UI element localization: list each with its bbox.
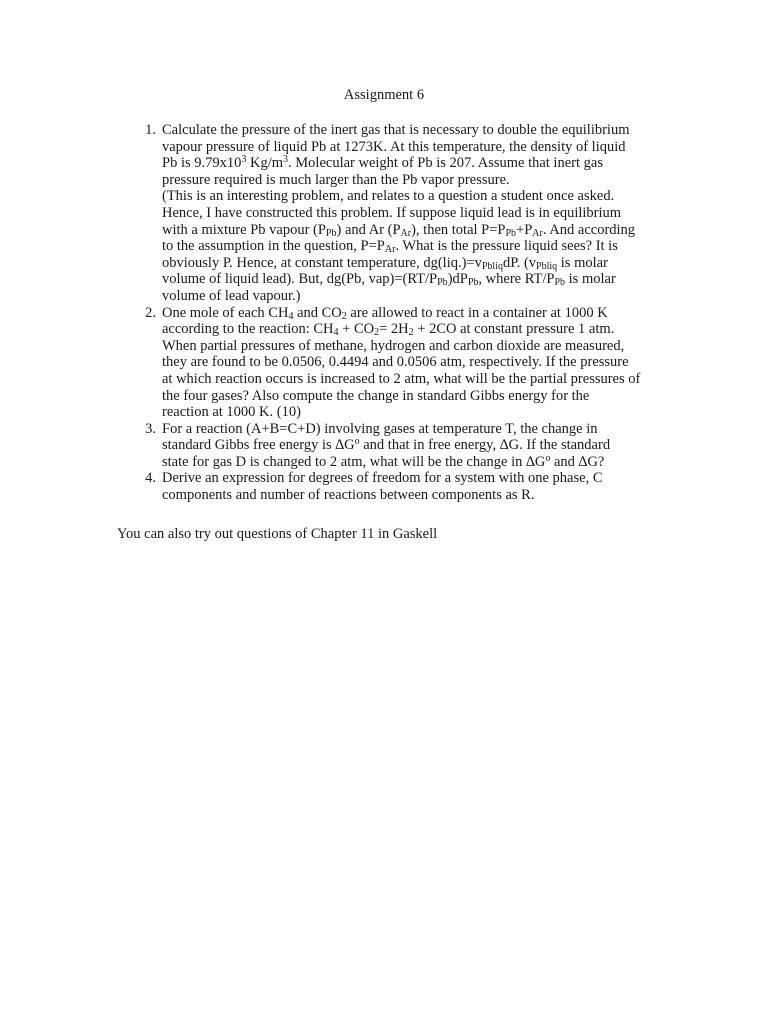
question-list — [145, 122, 682, 504]
question-text-line: Derive an expression for degrees of freedom for a system with one phase, C — [162, 470, 603, 487]
question-number: 4. — [145, 470, 156, 487]
question-text-line: according to the reaction: $CH_4 + CO_2= 2H_2 + 2CO$ at constant pressure 1 atm. — [162, 321, 615, 339]
question-text-line: standard Gibbs free energy is $\Delta G^o$ and that in free energy, ∆G. If the standard — [162, 436, 611, 454]
question-text-line: reaction at 1000 K. (10) — [162, 404, 301, 421]
question-text-line: state for gas D is changed to 2 atm, what will be the change in $\Delta G^o$ and ∆G? — [162, 452, 605, 470]
question-text-line: the four gases? Also compute the change in standard Gibbs energy for the — [162, 387, 590, 404]
question-number: 1. — [145, 122, 156, 138]
question-text-line: (This is an interesting problem, and relates to a question a student once asked. — [162, 188, 615, 205]
footer-note: You can also try out questions of Chapter 11 in Gaskell — [117, 526, 438, 542]
question-text-line: One mole of each $CH_4$ and $CO_2$ are allowed to react in a container at 1000 K — [162, 304, 608, 322]
question-text-line: components and number of reactions between components as R. — [162, 487, 535, 504]
question-text-line: with a mixture Pb vapour $(P_{Pb})$ and Ar $(P_{Ar})$, then total $P=P_{Pb}+P_{Ar}$. And according — [162, 221, 636, 239]
question-text-line: volume of liquid lead). But, dg(Pb, $vap)=(RT/P_{Pb})dP_{Pb}$, where $RT/P_{Pb}$ is molar — [162, 271, 616, 289]
question-text-line: For a reaction (A+B=C+D) involving gases at temperature T, the change in — [162, 420, 598, 437]
question-number: 3. — [145, 420, 156, 437]
question-number: 2. — [145, 304, 156, 321]
question-text-line: at which reaction occurs is increased to 2 atm, what will be the partial pressures of — [162, 370, 641, 387]
question-text-line: pressure required is much larger than the Pb vapor pressure. — [162, 171, 510, 188]
question-text-line: obviously P. Hence, at constant temperature, $dg(liq.)=v_{Pbliq}dP$. ($v_{Pbliq}$ is molar — [162, 254, 608, 272]
question-text-line: they are found to be 0.0506, 0.4494 and 0.0506 atm, respectively. If the pressure — [162, 354, 629, 371]
question-text-line: vapour pressure of liquid Pb at 1273K. At this temperature, the density of liquid — [162, 138, 626, 155]
question-text-line: Calculate the pressure of the inert gas that is necessary to double the equilibrium — [162, 122, 630, 138]
question-text-line: volume of lead vapour.) — [162, 287, 301, 304]
question-item — [145, 304, 682, 421]
question-item — [145, 122, 682, 305]
question-item — [145, 470, 682, 504]
question-text-line: When partial pressures of methane, hydrogen and carbon dioxide are measured, — [162, 337, 625, 354]
question-text-line: to the assumption in the question, $P=P_{Ar}$. What is the pressure liquid sees? It is — [162, 238, 618, 256]
question-item — [145, 420, 682, 471]
document-title: Assignment 6 — [343, 87, 425, 103]
question-text-line: Pb is $9.79x10^3$ $Kg/m^3$. Molecular weight of Pb is 207. Assume that inert gas — [162, 154, 603, 172]
question-text-line: Hence, I have constructed this problem. If suppose liquid lead is in equilibrium — [162, 204, 622, 221]
